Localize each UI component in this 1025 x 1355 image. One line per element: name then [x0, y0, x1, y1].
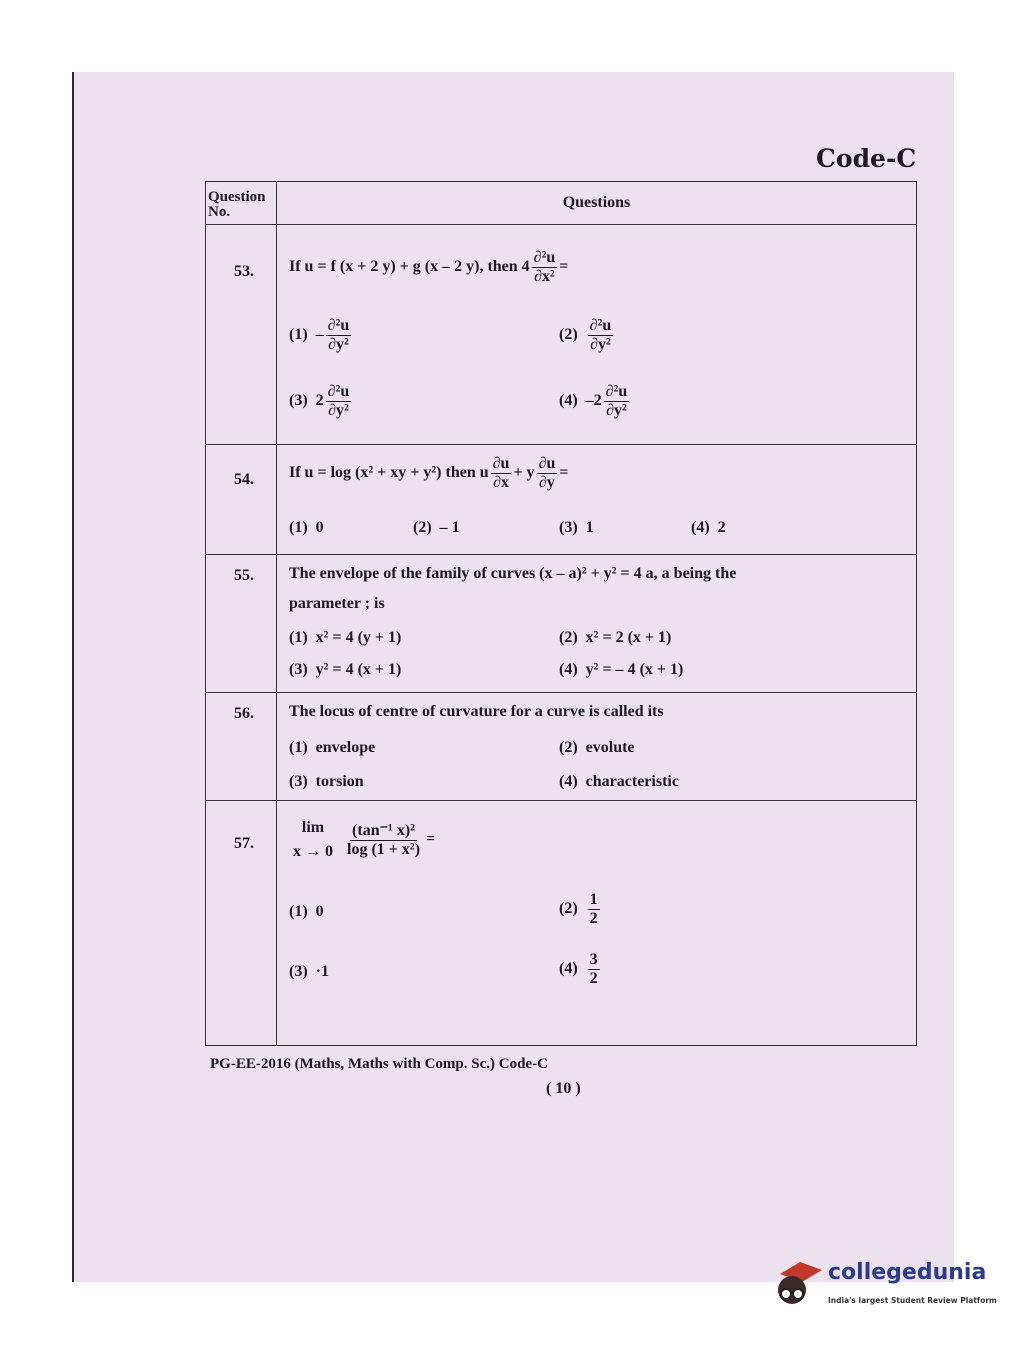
option-1[interactable]: (1) – $\frac{\text{∂²u}}{\text{∂y²}}$ — [289, 317, 350, 353]
option-3[interactable]: (3) torsion — [289, 773, 364, 790]
limit-expression: lim x → 0 $\frac{\text{(tan⁻¹ x)²}}{\text{log (1 + x²)}}$ = — [293, 819, 436, 860]
option-2[interactable]: (2) $\frac{1}{2}$ — [559, 891, 598, 927]
option-3[interactable]: (3) y² = 4 (x + 1) — [289, 661, 402, 678]
question-stem: If u = log (x² + xy + y²) then u $\frac{\partial u}{\partial x}$ + y $\frac{\partial u}{\partial y}$ = — [289, 455, 569, 491]
option-1[interactable]: (1) x² = 4 (y + 1) — [289, 629, 402, 646]
option-4[interactable]: (4) $\frac{3}{2}$ — [559, 951, 598, 987]
question-number: 54. — [234, 471, 254, 488]
option-2[interactable]: (2) – 1 — [413, 519, 460, 536]
column-header-questions: Questions — [277, 182, 917, 225]
option-4[interactable]: (4) –2 $\frac{\text{∂²u}}{\text{∂y²}}$ — [559, 383, 628, 419]
question-number: 53. — [234, 263, 254, 280]
option-4[interactable]: (4) y² = – 4 (x + 1) — [559, 661, 684, 678]
question-row — [206, 555, 917, 693]
option-2[interactable]: (2) evolute — [559, 739, 635, 756]
question-number: 55. — [234, 567, 254, 584]
logo-tagline: India's largest Student Review Platform — [828, 1296, 997, 1305]
collegedunia-logo — [770, 1256, 1000, 1312]
paper-code: Code-C — [816, 144, 917, 173]
column-header-no: Question No. — [206, 182, 277, 225]
question-number: 57. — [234, 835, 254, 852]
option-3[interactable]: (3) 1 — [559, 519, 594, 536]
option-3[interactable]: (3) 2 $\frac{\text{∂²u}}{\text{∂y²}}$ — [289, 383, 350, 419]
question-row — [206, 445, 917, 555]
option-4[interactable]: (4) characteristic — [559, 773, 679, 790]
mascot-icon — [770, 1256, 826, 1312]
page-footer: PG-EE-2016 (Maths, Maths with Comp. Sc.) Code-C — [210, 1056, 548, 1072]
option-1[interactable]: (1) 0 — [289, 903, 324, 920]
option-3[interactable]: (3) ·1 — [289, 963, 329, 980]
option-4[interactable]: (4) 2 — [691, 519, 726, 536]
option-2[interactable]: (2) x² = 2 (x + 1) — [559, 629, 672, 646]
logo-wordmark: collegedunia — [828, 1260, 987, 1285]
question-stem: The envelope of the family of curves (x – a)² + y² = 4 a, a being the — [289, 565, 737, 582]
option-1[interactable]: (1) envelope — [289, 739, 376, 756]
question-row — [206, 801, 917, 1046]
question-row — [206, 225, 917, 445]
question-number: 56. — [234, 705, 254, 722]
question-stem: If u = f (x + 2 y) + g (x – 2 y), then 4 $\frac{\text{∂²u}}{\text{∂x²}}$ = — [289, 249, 569, 285]
question-stem-cont: parameter ; is — [289, 595, 385, 612]
option-2[interactable]: (2) $\frac{\text{∂²u}}{\text{∂y²}}$ — [559, 317, 612, 353]
option-1[interactable]: (1) 0 — [289, 519, 324, 536]
page-number: ( 10 ) — [546, 1080, 581, 1097]
question-stem: The locus of centre of curvature for a curve is called its — [289, 703, 664, 720]
fraction: $\frac{\text{∂²u}}{\text{∂x²}}$ — [533, 249, 556, 285]
question-row — [206, 693, 917, 801]
questions-table — [205, 181, 917, 1046]
